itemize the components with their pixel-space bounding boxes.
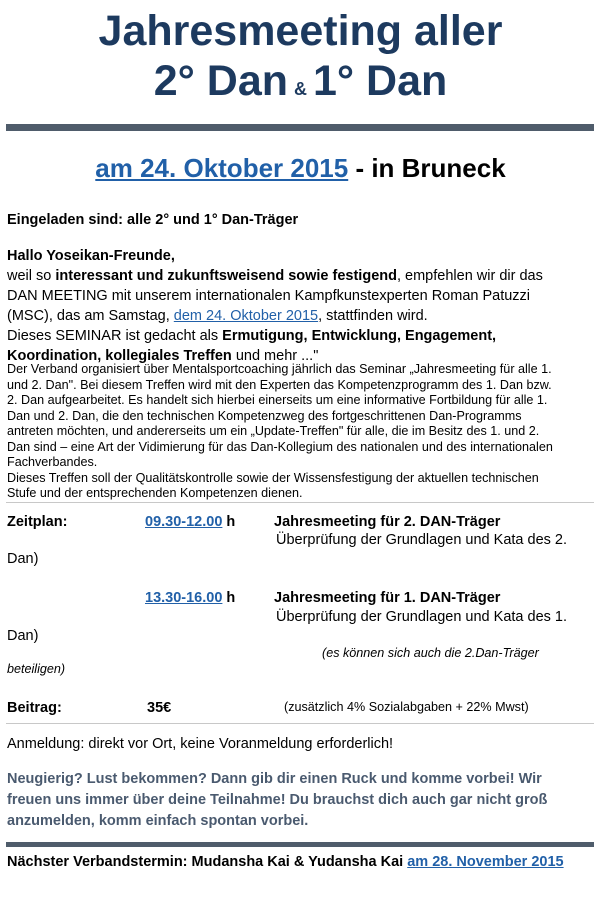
intro-line-2: DAN MEETING mit unserem internationalen Kampfkunstexperten Roman Patuzzi [7, 288, 531, 304]
next-event-date-link[interactable]: am 28. November 2015 [407, 854, 564, 870]
intro-text: , stattfinden wird. [318, 308, 428, 324]
intro-emphasis: Ermutigung, Entwicklung, Engagement, [222, 328, 497, 344]
callout-line: freuen uns immer über deine Teilnahme! Du brauchst dich auch gar nicht groß [7, 792, 548, 808]
callout-line: anzumelden, komm einfach spontan vorbei. [7, 813, 309, 829]
schedule-label: Zeitplan: [7, 514, 68, 530]
details-paragraph [7, 362, 593, 502]
session-2-time-link[interactable]: 13.30-16.00 [145, 590, 223, 606]
details-line: Fachverbandes. [7, 455, 98, 469]
details-line: Dan und 2. Dan, die den technischen Kompetenzweg des fortgeschrittenen Dan-Programms [7, 408, 522, 423]
intro-emphasis: Koordination, kollegiales Treffen [7, 348, 232, 364]
callout-line: Neugierig? Lust bekommen? Dann gib dir einen Ruck und komme vorbei! Wir [7, 771, 542, 787]
divider [6, 723, 594, 724]
time-unit: h [222, 514, 236, 530]
details-line: und 2. Dan". Bei diesem Treffen wird mit den Experten das Kompetenzprogramm des 1. Dan bzw. [7, 377, 552, 392]
page-title-line-1 [0, 6, 601, 56]
intro-line-4 [7, 326, 593, 346]
title-dan1: 1° Dan [313, 57, 448, 105]
details-line: 2. Dan aufgearbeitet. Es handelt sich hierbei einerseits um eine informative Fortbildung für alle 1. [7, 393, 548, 407]
session-2-title: Jahresmeeting für 1. DAN-Träger [274, 590, 501, 606]
session-2-desc-wrap: Dan) [7, 628, 39, 644]
next-event-line [7, 852, 593, 872]
details-line: Stufe und der entsprechenden Kompetenzen dienen. [7, 486, 303, 500]
invited-line: Eingeladen sind: alle 2° und 1° Dan-Träger [7, 212, 299, 228]
intro-text: , empfehlen wir dir das [396, 268, 543, 284]
event-location: - in Bruneck [348, 153, 506, 183]
session-1-desc-wrap: Dan) [7, 551, 39, 567]
intro-text: und mehr ..." [231, 348, 319, 364]
intro-text: weil so [7, 268, 56, 284]
schedule-note: (es können sich auch die 2.Dan-Träger [322, 646, 539, 660]
event-date-link[interactable]: am 24. Oktober 2015 [95, 153, 349, 183]
next-event-text: Nächster Verbandstermin: Mudansha Kai & Yudansha Kai [7, 854, 408, 870]
intro-line-3 [7, 306, 593, 326]
title-ampersand: & [294, 79, 307, 99]
title-text: Jahresmeeting aller [98, 7, 503, 55]
details-line: Dan sind – eine Art der Vidimierung für das Dan-Kollegium des nationalen und des internationalen [7, 439, 553, 454]
callout-paragraph [7, 769, 593, 832]
registration-line: Anmeldung: direkt vor Ort, keine Voranmeldung erforderlich! [7, 736, 394, 752]
intro-line-1 [7, 266, 593, 286]
footer-divider [6, 842, 594, 847]
session-1-time-link[interactable]: 09.30-12.00 [145, 514, 223, 530]
intro-paragraph [7, 246, 593, 366]
schedule-note-wrap: beteiligen) [7, 662, 66, 676]
intro-emphasis: interessant und zukunftsweisend sowie festigend [55, 268, 397, 284]
session-1-title: Jahresmeeting für 2. DAN-Träger [274, 514, 501, 530]
fee-amount: 35€ [147, 700, 172, 716]
details-line: Der Verband organisiert über Mentalsportcoaching jährlich das Seminar „Jahresmeeting für alle 1. [7, 362, 552, 376]
divider [6, 502, 594, 503]
event-date-line [0, 150, 601, 186]
session-1-time [145, 512, 235, 532]
details-line: Dieses Treffen soll der Qualitätskontrolle sowie der Wissensfestigung der aktuellen technischen [7, 470, 539, 485]
session-2-time [145, 588, 235, 608]
seminar-date-link[interactable]: dem 24. Oktober 2015 [173, 308, 319, 324]
greeting: Hallo Yoseikan-Freunde, [7, 248, 175, 264]
time-unit: h [222, 590, 236, 606]
page-title-line-2 [0, 56, 601, 114]
intro-text: (MSC), das am Samstag, [7, 308, 174, 324]
title-dan2: 2° Dan [153, 57, 288, 105]
details-line: antreten möchten, und andererseits um ein „Update-Treffen" für alle, die im Besitz des 1. und 2. [7, 424, 540, 438]
fee-label: Beitrag: [7, 700, 62, 716]
fee-note: (zusätzlich 4% Sozialabgaben + 22% Mwst) [284, 700, 529, 714]
intro-text: Dieses SEMINAR ist gedacht als [7, 328, 223, 344]
header-divider [6, 124, 594, 131]
session-2-desc: Überprüfung der Grundlagen und Kata des 1. [276, 609, 568, 625]
session-1-desc: Überprüfung der Grundlagen und Kata des 2. [276, 532, 568, 548]
